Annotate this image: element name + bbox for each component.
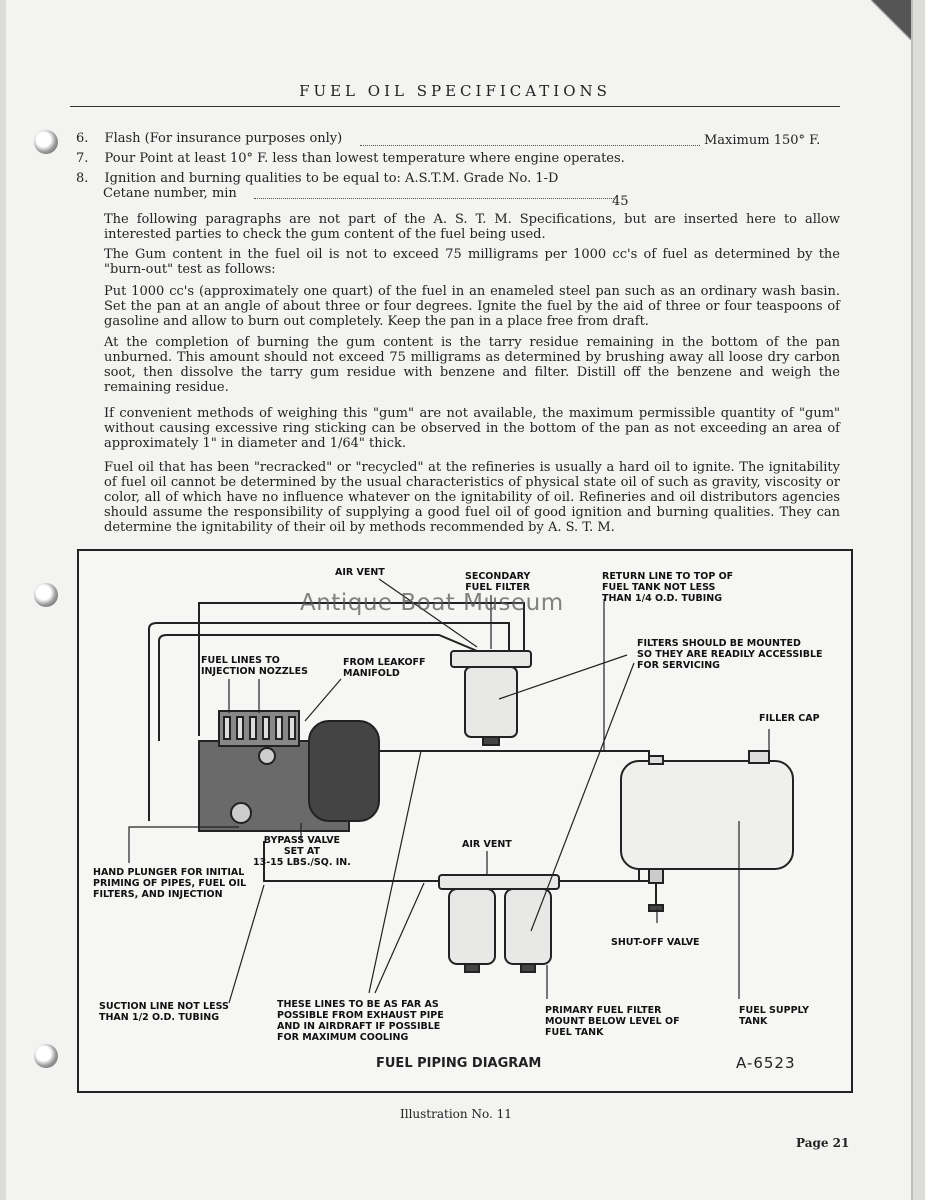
paragraph-note: The following paragraphs are not part of the A. S. T. M. Specifications, but are inserted here to allow interested parties to check the gum content of the fuel being used. [104, 212, 840, 242]
page-number: Page 21 [796, 1136, 850, 1150]
page-curl-corner [871, 0, 911, 40]
leader-filters-mounted-2 [531, 663, 634, 931]
fuel-piping-diagram [77, 549, 853, 1093]
diagram-code: A-6523 [736, 1054, 796, 1072]
page-header: FUEL OIL SPECIFICATIONS [70, 82, 840, 107]
spec-text: Flash (For insurance purposes only) [104, 131, 343, 146]
leader-these-lines-2 [375, 883, 424, 993]
binder-hole-top [34, 130, 58, 154]
label-from-leakoff: FROM LEAKOFF MANIFOLD [343, 657, 426, 679]
label-secondary-filter: SECONDARY FUEL FILTER [465, 571, 531, 593]
label-shutoff-valve: SHUT-OFF VALVE [611, 937, 700, 948]
spec-value-cetane: 45 [612, 194, 629, 209]
injection-pump [199, 711, 379, 831]
paragraph-weighing: If convenient methods of weighing this "gum" are not available, the maximum permissible quantity of "gum" without causing excessive ring sticking can be observed in the bottom of the pan as not exceeding an area of approximately 1" in diameter and 1/64" thick. [104, 406, 840, 451]
label-air-vent-bottom: AIR VENT [462, 839, 512, 850]
secondary-filter [451, 651, 531, 745]
label-return-line: RETURN LINE TO TOP OF FUEL TANK NOT LESS THAN 1/4 O.D. TUBING [602, 571, 734, 604]
spec-item-7 [76, 151, 625, 167]
leader-leakoff [305, 679, 341, 721]
label-air-vent-top: AIR VENT [335, 567, 385, 578]
spec-number: 8. [76, 171, 89, 186]
spec-item-6 [76, 131, 342, 147]
spec-subtext: Cetane number, min [103, 186, 237, 201]
leader-dots [360, 145, 700, 146]
spec-number: 7. [76, 151, 89, 166]
label-fuel-lines: FUEL LINES TO INJECTION NOZZLES [201, 655, 309, 677]
fuel-tank [621, 751, 793, 911]
binder-hole-middle [34, 583, 58, 607]
spec-text: Ignition and burning qualities to be equal to: A.S.T.M. Grade No. 1-D [104, 171, 559, 186]
label-bypass-valve: BYPASS VALVE SET AT 13-15 LBS./SQ. IN. [253, 835, 351, 868]
label-these-lines: THESE LINES TO BE AS FAR AS POSSIBLE FROM EXHAUST PIPE AND IN AIRDRAFT IF POSSIBLE FOR MAXIMUM COOLING [277, 999, 444, 1043]
binder-hole-bottom [34, 1044, 58, 1068]
spec-item-8 [76, 171, 558, 187]
paragraph-gum-content: The Gum content in the fuel oil is not to exceed 75 milligrams per 1000 cc's of fuel as determined by the "burn-out" test as follows: [104, 247, 840, 277]
diagram-title: FUEL PIPING DIAGRAM [376, 1056, 542, 1071]
watermark-text: Antique Boat Museum [300, 590, 564, 616]
spec-number: 6. [76, 131, 89, 146]
leader-suction [229, 885, 264, 1003]
paragraph-recracked: Fuel oil that has been "recracked" or "recycled" at the refineries is usually a hard oil to ignite. The ignitability of fuel oil cannot be determined by the usual characteristics of physical state oil of such as gravity, viscosity or color, all of which have no influence whatever on the ignitability of oil. Refineries and oil distributors agencies should assume the responsibility of supplying a good fuel oil of good ignition and burning qualities. They can determine the ignitability of their oil by methods recommended by A. S. T. M. [104, 460, 840, 535]
label-suction-line: SUCTION LINE NOT LESS THAN 1/2 O.D. TUBING [99, 1001, 229, 1023]
figure-caption: Illustration No. 11 [400, 1107, 512, 1121]
primary-fuel-filters [439, 875, 559, 972]
paragraph-completion: At the completion of burning the gum content is the tarry residue remaining in the bottom of the pan unburned. This amount should not exceed 75 milligrams as determined by brushing away all loose dry carbon soot, then dissolve the tarry gum residue with benzene and filter. Distill off the benzene and weigh the remaining residue. [104, 335, 840, 395]
spec-text: Pour Point at least 10° F. less than lowest temperature where engine operates. [104, 151, 625, 166]
leader-hand-plunger [129, 827, 239, 863]
paragraph-burnout-test: Put 1000 cc's (approximately one quart) of the fuel in an enameled steel pan such as an ordinary wash basin. Set the pan at an angle of about three or four degrees. Ignite the fuel by the aid of three or four teaspoons of gasoline and allow to burn out completely. Keep the pan in a place free from draft. [104, 284, 840, 329]
label-fuel-supply-tank: FUEL SUPPLY TANK [739, 1005, 809, 1027]
label-primary-filter: PRIMARY FUEL FILTER MOUNT BELOW LEVEL OF FUEL TANK [545, 1005, 680, 1038]
leader-dots [254, 198, 614, 199]
label-filters-mounted: FILTERS SHOULD BE MOUNTED SO THEY ARE READILY ACCESSIBLE FOR SERVICING [637, 638, 823, 671]
label-hand-plunger: HAND PLUNGER FOR INITIAL PRIMING OF PIPES, FUEL OIL FILTERS, AND INJECTION [93, 867, 247, 900]
spec-value-flash: Maximum 150° F. [704, 133, 821, 148]
label-filler-cap: FILLER CAP [759, 713, 820, 724]
